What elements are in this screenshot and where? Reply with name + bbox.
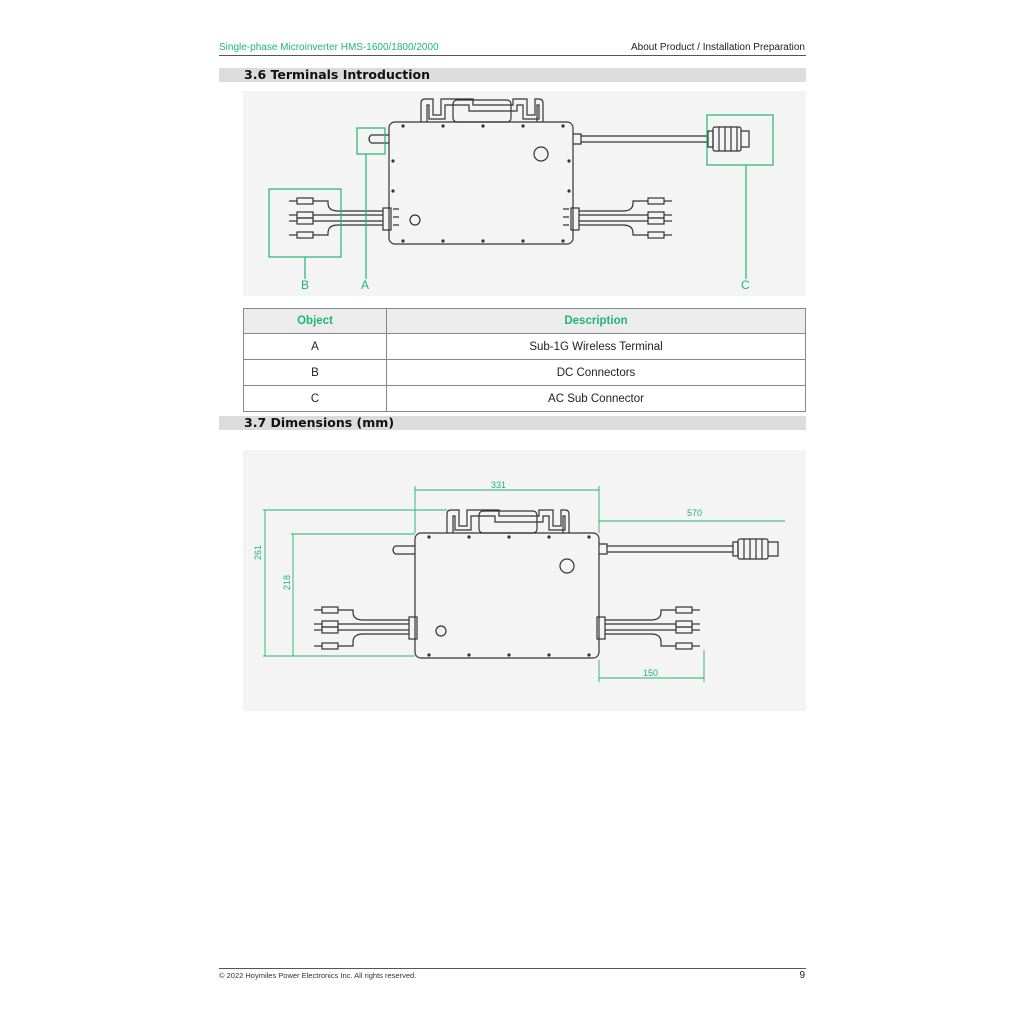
header-divider (219, 55, 806, 56)
dim-width: 331 (491, 480, 507, 490)
terminals-table (243, 308, 806, 412)
table-header-description: Description (387, 309, 806, 334)
table-row (244, 386, 806, 412)
footer-divider (219, 968, 806, 969)
table-cell-description: Sub-1G Wireless Terminal (387, 334, 806, 360)
footer-copyright: © 2022 Hoymiles Power Electronics Inc. All rights reserved. (219, 971, 417, 980)
callout-c: C (741, 278, 750, 292)
table-cell-description: AC Sub Connector (387, 386, 806, 412)
callout-a: A (361, 278, 370, 292)
table-cell-object: A (244, 334, 387, 360)
page-number: 9 (799, 970, 805, 981)
terminals-figure (243, 91, 806, 296)
section-3-7-heading (219, 416, 806, 430)
table-cell-object: C (244, 386, 387, 412)
section-3-6-heading (219, 68, 806, 82)
section-3-7-title: 3.7 Dimensions (mm) (244, 415, 395, 430)
section-3-6-title: 3.6 Terminals Introduction (244, 67, 431, 82)
inverter-dimensions-drawing (243, 450, 806, 711)
dim-dc-cable: 150 (643, 668, 659, 678)
callout-b: B (301, 278, 310, 292)
header-section-title: About Product / Installation Preparation (631, 42, 805, 53)
inverter-terminals-drawing (243, 91, 806, 296)
table-cell-object: B (244, 360, 387, 386)
dim-height-total: 261 (253, 544, 263, 560)
header-product-title: Single-phase Microinverter HMS-1600/1800/2000 (219, 42, 439, 53)
table-cell-description: DC Connectors (387, 360, 806, 386)
table-row (244, 360, 806, 386)
table-header-object: Object (244, 309, 387, 334)
dimensions-figure (243, 450, 806, 711)
table-header-row (244, 309, 806, 334)
dim-height-body: 218 (282, 574, 292, 590)
dim-cable-length: 570 (687, 508, 703, 518)
table-row (244, 334, 806, 360)
